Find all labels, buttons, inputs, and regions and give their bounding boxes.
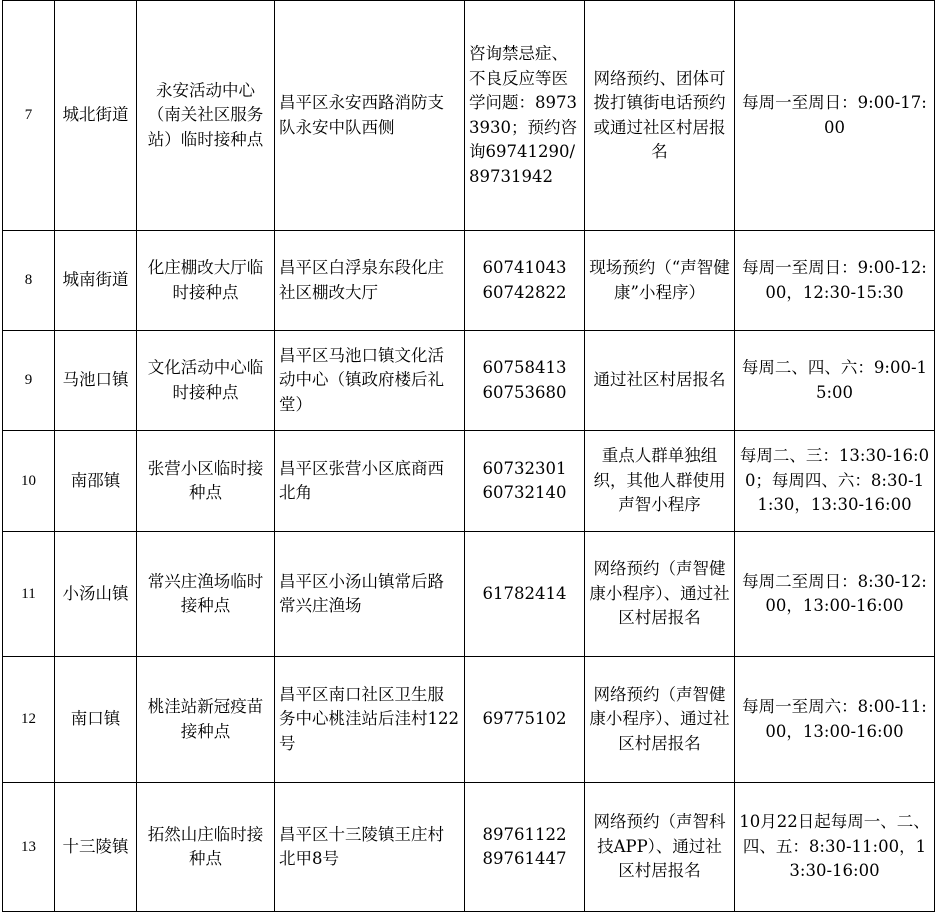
schedule-cell: 每周二至周日：8:30-12:00，13:00-16:00 — [735, 532, 935, 657]
address-cell: 昌平区马池口镇文化活动中心（镇政府楼后礼堂） — [275, 331, 465, 431]
row-number: 12 — [3, 657, 55, 783]
site-cell: 永安活动中心（南关社区服务站）临时接种点 — [137, 1, 275, 231]
street-cell: 小汤山镇 — [55, 532, 137, 657]
schedule-cell: 每周二、四、六：9:00-15:00 — [735, 331, 935, 431]
table-row — [3, 231, 935, 331]
street-cell: 南邵镇 — [55, 431, 137, 532]
row-number: 9 — [3, 331, 55, 431]
schedule-cell: 每周一至周日：9:00-17:00 — [735, 1, 935, 231]
street-cell: 南口镇 — [55, 657, 137, 783]
address-cell: 昌平区白浮泉东段化庄社区棚改大厅 — [275, 231, 465, 331]
site-cell: 化庄棚改大厅临时接种点 — [137, 231, 275, 331]
site-cell: 桃洼站新冠疫苗接种点 — [137, 657, 275, 783]
vaccination-sites-table — [2, 0, 935, 912]
address-cell: 昌平区永安西路消防支队永安中队西侧 — [275, 1, 465, 231]
address-cell: 昌平区十三陵镇王庄村北甲8号 — [275, 783, 465, 912]
site-cell: 常兴庄渔场临时接种点 — [137, 532, 275, 657]
phone-cell: 69775102 — [465, 657, 585, 783]
schedule-cell: 每周一至周六：8:00-11:00，13:00-16:00 — [735, 657, 935, 783]
table-row — [3, 657, 935, 783]
phone-cell: 89761122 89761447 — [465, 783, 585, 912]
street-cell: 城南街道 — [55, 231, 137, 331]
phone-cell: 60741043 60742822 — [465, 231, 585, 331]
phone-cell: 咨询禁忌症、不良反应等医学问题：89733930；预约咨询69741290/89731942 — [465, 1, 585, 231]
booking-cell: 网络预约（声智科技APP）、通过社区村居报名 — [585, 783, 735, 912]
table-row — [3, 1, 935, 231]
booking-cell: 现场预约（“声智健康”小程序） — [585, 231, 735, 331]
booking-cell: 网络预约（声智健康小程序）、通过社区村居报名 — [585, 532, 735, 657]
schedule-cell: 10月22日起每周一、二、四、五：8:30-11:00，13:30-16:00 — [735, 783, 935, 912]
site-cell: 文化活动中心临时接种点 — [137, 331, 275, 431]
row-number: 7 — [3, 1, 55, 231]
booking-cell: 网络预约（声智健康小程序）、通过社区村居报名 — [585, 657, 735, 783]
schedule-cell: 每周一至周日：9:00-12:00，12:30-15:30 — [735, 231, 935, 331]
phone-cell: 61782414 — [465, 532, 585, 657]
table-row — [3, 431, 935, 532]
street-cell: 十三陵镇 — [55, 783, 137, 912]
street-cell: 城北街道 — [55, 1, 137, 231]
street-cell: 马池口镇 — [55, 331, 137, 431]
booking-cell: 重点人群单独组织，其他人群使用声智小程序 — [585, 431, 735, 532]
phone-cell: 60758413 60753680 — [465, 331, 585, 431]
address-cell: 昌平区张营小区底商西北角 — [275, 431, 465, 532]
table-row — [3, 532, 935, 657]
booking-cell: 通过社区村居报名 — [585, 331, 735, 431]
booking-cell: 网络预约、团体可拨打镇街电话预约或通过社区村居报名 — [585, 1, 735, 231]
row-number: 13 — [3, 783, 55, 912]
address-cell: 昌平区小汤山镇常后路常兴庄渔场 — [275, 532, 465, 657]
table-row — [3, 783, 935, 912]
row-number: 10 — [3, 431, 55, 532]
address-cell: 昌平区南口社区卫生服务中心桃洼站后洼村122号 — [275, 657, 465, 783]
site-cell: 拓然山庄临时接种点 — [137, 783, 275, 912]
row-number: 11 — [3, 532, 55, 657]
site-cell: 张营小区临时接种点 — [137, 431, 275, 532]
schedule-cell: 每周二、三：13:30-16:00；每周四、六：8:30-11:30，13:30-16:00 — [735, 431, 935, 532]
phone-cell: 60732301 60732140 — [465, 431, 585, 532]
row-number: 8 — [3, 231, 55, 331]
table-row — [3, 331, 935, 431]
